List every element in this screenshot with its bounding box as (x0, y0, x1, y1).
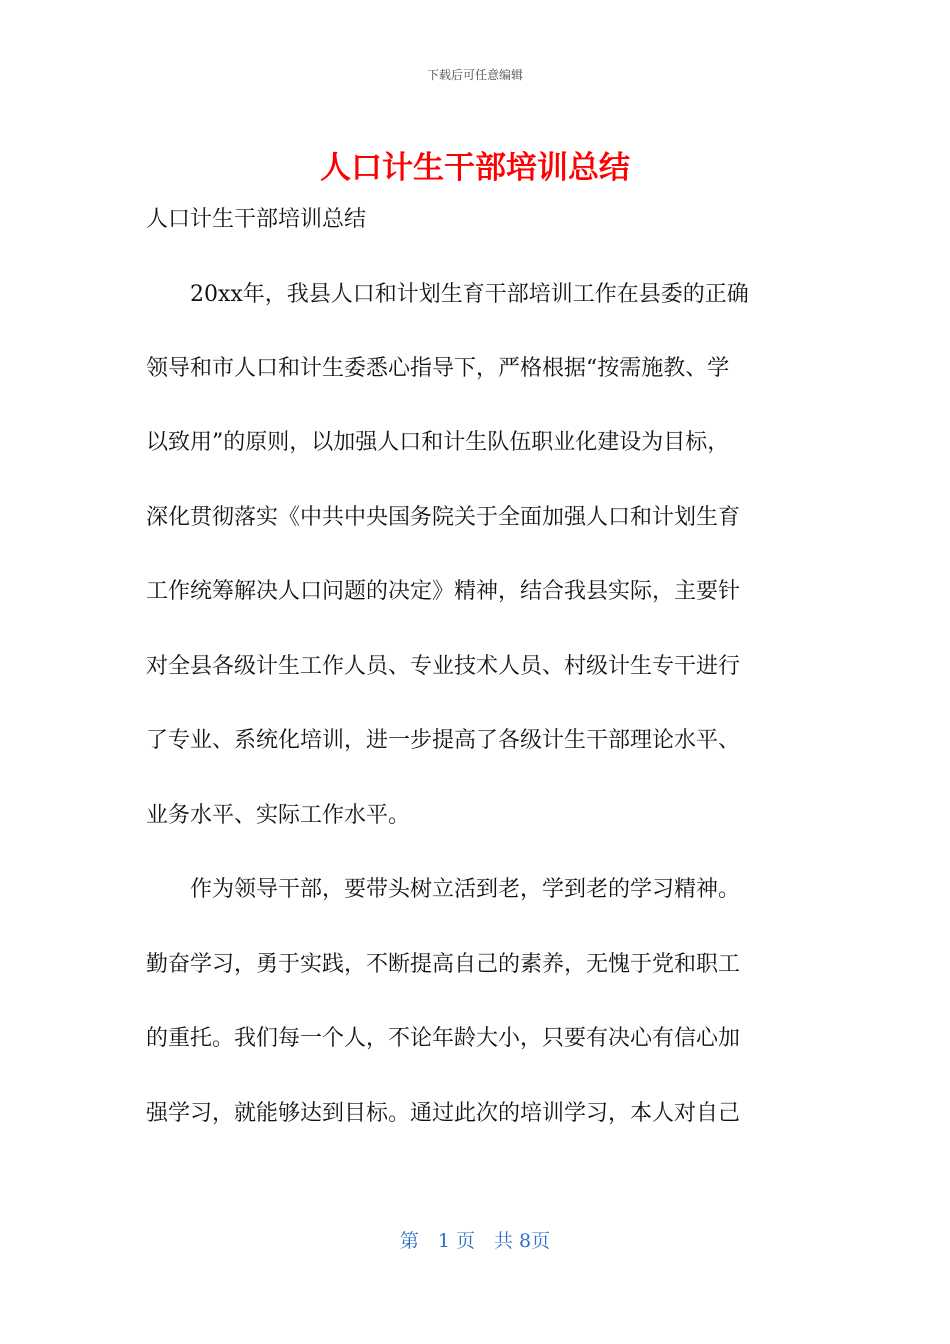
body-line: 勤奋学习，勇于实践，不断提高自己的素养，无愧于党和职工 (146, 952, 741, 977)
header-note: 下载后可任意编辑 (426, 68, 523, 82)
body-line: 的重托。我们每一个人，不论年龄大小，只要有决心有信心加 (146, 1026, 741, 1051)
body-line: 领导和市人口和计生委悉心指导下，严格根据“按需施教、学 (146, 356, 730, 381)
document-title: 人口计生干部培训总结 (320, 150, 630, 186)
page-number: 第 1 页 共 8页 (399, 1230, 551, 1252)
body-line: 对全县各级计生工作人员、专业技术人员、村级计生专干进行 (146, 654, 741, 679)
body-line: 20xx年，我县人口和计划生育干部培训工作在县委的正确 (146, 282, 749, 307)
body-line: 以致用”的原则，以加强人口和计生队伍职业化建设为目标， (146, 430, 730, 455)
body-line: 深化贯彻落实《中共中央国务院关于全面加强人口和计划生育 (146, 505, 741, 530)
body-line: 工作统筹解决人口问题的决定》精神，结合我县实际，主要针 (146, 579, 741, 604)
body-line: 人口计生干部培训总结 (146, 207, 367, 232)
body-line: 强学习，就能够达到目标。通过此次的培训学习，本人对自己 (146, 1101, 741, 1126)
body-line: 作为领导干部，要带头树立活到老，学到老的学习精神。 (146, 877, 741, 902)
body-line: 业务水平、实际工作水平。 (146, 803, 411, 828)
body-line: 了专业、系统化培训，进一步提高了各级计生干部理论水平、 (146, 728, 741, 753)
